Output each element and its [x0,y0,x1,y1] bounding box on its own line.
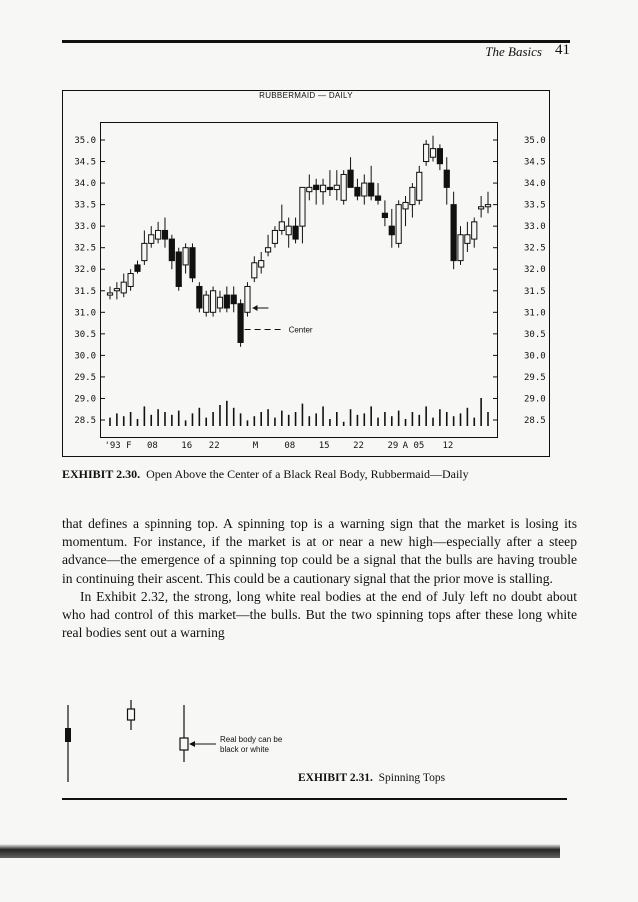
y-tick-label-right: 32.0 [524,265,546,276]
candle-body-white [334,185,339,189]
y-tick-label-left: 33.0 [74,222,96,233]
center-label: Center [288,325,313,335]
y-tick-label-right: 30.5 [524,329,546,340]
candle-body-white [279,222,284,231]
caption-exhibit-2-30 [62,467,469,482]
candle-body-black [355,187,360,196]
fig-annotation-2: black or white [220,745,269,754]
y-tick-label-right: 30.0 [524,351,546,362]
candle-body-white [183,248,188,265]
fig-body-white [128,709,135,720]
candle-body-white [307,187,312,191]
x-tick-label: M [252,441,259,451]
x-tick-label: '93 F [104,441,132,451]
candle-body-white [472,222,477,239]
caption-text: Open Above the Center of a Black Real Body, Rubbermaid—Daily [146,467,469,481]
x-tick-label: 08 [284,441,296,451]
y-tick-label-right: 34.0 [524,179,546,190]
x-tick-label: 08 [146,441,158,451]
y-tick-label-left: 32.0 [74,265,96,276]
caption2-label: EXHIBIT 2.31. [298,772,373,784]
candle-body-black [327,187,332,189]
candle-body-white [341,174,346,200]
footer-rule [62,798,567,800]
candle-body-black [293,226,298,239]
y-tick-label-left: 33.5 [74,200,96,211]
y-tick-label-right: 35.0 [524,136,546,146]
y-tick-label-right: 29.0 [524,394,546,405]
candle-body-white [272,230,277,243]
candle-body-black [135,265,140,271]
candle-body-white [430,149,435,158]
y-tick-label-left: 35.0 [74,136,96,146]
y-tick-label-right: 31.5 [524,286,546,297]
y-tick-label-right: 29.5 [524,372,546,383]
candle-body-black [375,196,380,200]
candle-body-white [396,205,401,244]
x-tick-label: 16 [181,441,193,451]
candle-body-white [485,205,490,207]
fig-body-black [65,728,71,742]
candle-body-black [451,205,456,261]
y-tick-label-right: 31.0 [524,308,546,319]
candle-body-black [169,239,174,261]
candle-body-white [259,261,264,267]
candle-body-white [252,263,257,278]
y-tick-label-right: 32.5 [524,243,546,254]
caption-exhibit-2-31 [298,772,445,784]
y-tick-label-left: 31.0 [74,308,96,319]
y-tick-label-left: 32.5 [74,243,96,254]
candle-body-black [190,248,195,278]
scan-edge-shadow [0,844,560,858]
candle-body-black [437,149,442,164]
candle-body-white [410,187,415,204]
candle-body-white [458,235,463,261]
y-tick-label-left: 28.5 [74,416,96,426]
candle-body-white [121,282,126,293]
candle-body-black [314,185,319,189]
paragraph-2: In Exhibit 2.32, the strong, long white real bodies at the end of July left no doubt about who had control of this market—the bulls. But the two spinning tops after these long white real bodies sent out a warning [62,588,577,641]
candle-body-white [217,297,222,308]
candlestick-chart [74,136,545,451]
candle-body-white [465,235,470,244]
candle-body-white [362,183,367,196]
candle-body-white [156,230,161,239]
caption2-text: Spinning Tops [378,772,446,784]
caption-label: EXHIBIT 2.30. [62,467,141,481]
candle-body-black [162,230,167,239]
candle-body-white [210,291,215,313]
x-tick-label: 12 [442,441,454,451]
candle-body-black [224,295,229,308]
candle-body-black [444,170,449,187]
fig-body-tall [180,738,188,750]
candle-body-black [176,252,181,286]
candle-body-white [417,172,422,200]
fig-annotation-1: Real body can be [220,735,283,744]
candle-body-white [114,289,119,291]
y-tick-label-right: 28.5 [524,416,546,426]
x-tick-label: 22 [353,441,364,451]
y-tick-label-left: 30.0 [74,351,96,362]
y-tick-label-left: 29.0 [74,394,96,405]
candle-body-white [204,295,209,312]
candle-body-white [107,293,112,295]
y-tick-label-left: 30.5 [74,329,96,340]
x-tick-label: 15 [318,441,330,451]
candle-body-black [382,213,387,217]
candle-body-white [300,187,305,226]
y-tick-label-left: 34.0 [74,179,96,190]
candle-body-black [369,183,374,196]
x-tick-label: A 05 [402,441,425,451]
candle-body-white [424,144,429,161]
chart-title: RUBBERMAID — DAILY [259,91,353,100]
candle-body-white [403,202,408,208]
candle-body-white [479,207,484,209]
y-tick-label-right: 33.5 [524,200,546,211]
candle-body-black [389,226,394,235]
candle-body-white [128,274,133,287]
fig-arrow-head [189,741,195,747]
candle-body-white [320,185,325,191]
y-tick-label-right: 34.5 [524,157,546,168]
candle-body-white [265,248,270,252]
candle-body-black [348,170,353,187]
running-title: The Basics [485,44,542,59]
candle-body-black [238,304,243,343]
page-number: 41 [555,42,570,58]
candle-body-black [231,295,236,304]
y-tick-label-right: 33.0 [524,222,546,233]
y-tick-label-left: 31.5 [74,286,96,297]
candle-body-black [197,286,202,308]
x-tick-label: 22 [208,441,220,451]
candle-body-white [149,235,154,244]
spinning-tops-figure [65,700,283,782]
y-tick-label-left: 29.5 [74,372,96,383]
candle-body-white [245,286,250,312]
candle-body-white [286,226,291,235]
y-tick-label-left: 34.5 [74,157,96,168]
x-tick-label: 29 [387,441,399,451]
candle-body-white [142,243,147,260]
paragraph-1: that defines a spinning top. A spinning top is a warning sign that the market is losing its momentum. For instance, if the market is at or near a new high—especially after a steep advance—the emergence of a spinning top could be a signal that the bulls are having trouble in continuing their ascent. This could be a cautionary signal that the prior move is stalling. [62,516,577,586]
body-text [62,515,577,642]
center-arrow-head [252,305,257,311]
